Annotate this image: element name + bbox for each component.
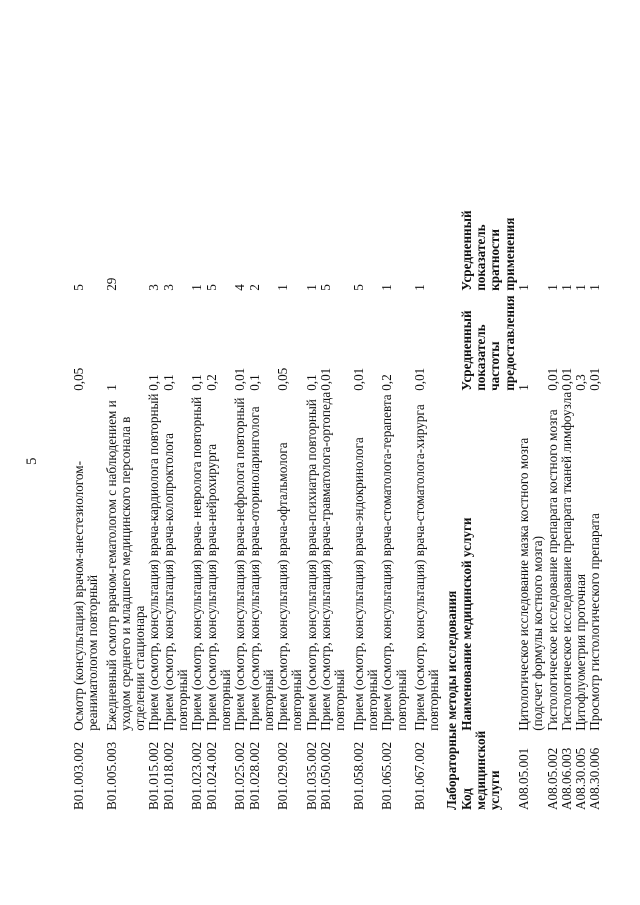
service-frequency: 0,01 [587, 367, 603, 391]
table-row [380, 210, 409, 810]
service-name: Прием (осмотр, консультация) врача-травматолога-ортопеда повторный [318, 391, 348, 731]
service-code: B01.003.002 [71, 741, 86, 810]
table-row [162, 210, 191, 810]
service-code: A08.30.006 [587, 747, 603, 810]
service-name: Гистологическое исследование препарата костного мозга [544, 409, 560, 731]
service-code: B01.058.002 [350, 741, 366, 810]
section-body [441, 210, 516, 810]
service-multiplicity: 3 [160, 284, 176, 291]
header-frequency: Усредненный показатель частоты предоставления [458, 295, 517, 391]
table-row [101, 210, 148, 810]
service-code: A08.05.002 [544, 747, 560, 810]
service-name: Прием (осмотр, консультация) врача-нейрохирурга повторный [203, 443, 233, 731]
service-name: Прием (осмотр, консультация) врача-стоматолога-хирурга повторный [411, 404, 442, 731]
service-frequency: 0,1 [189, 374, 205, 391]
service-name: Цитофлуометрия проточная [573, 573, 589, 731]
service-code: B01.035.002 [303, 741, 319, 810]
section-title-row [441, 210, 459, 810]
service-multiplicity: 5 [203, 284, 219, 291]
service-code: A08.06.003 [558, 747, 574, 810]
service-code: B01.029.002 [275, 741, 291, 810]
lab-header-row [460, 210, 517, 810]
service-name: Ежедневный осмотр врачом-гематологом с наблюдением и уходом среднего и младшего медицинского персонала в отделении стационара [103, 400, 148, 731]
table-row [147, 210, 161, 810]
page-number: 5 [24, 457, 40, 465]
service-code: A08.05.001 [515, 747, 531, 810]
service-multiplicity: 1 [573, 284, 589, 291]
table-row [574, 210, 588, 810]
service-frequency: 0,05 [275, 367, 291, 391]
service-code: B01.025.002 [232, 741, 248, 810]
service-frequency: 0,01 [232, 367, 248, 391]
service-code: B01.023.002 [189, 741, 205, 810]
service-code: B01.050.002 [318, 741, 334, 810]
service-frequency: 0,01 [558, 367, 574, 391]
table-row [233, 210, 247, 810]
table-row [248, 210, 277, 810]
service-code: B01.065.002 [379, 741, 395, 810]
table-row [205, 210, 234, 810]
table-row [305, 210, 319, 810]
table-row [588, 210, 602, 810]
table-row [409, 210, 442, 810]
service-name: Прием (осмотр, консультация) врача-колопроктолога повторный [160, 432, 191, 731]
service-multiplicity: 5 [350, 284, 366, 291]
service-multiplicity: 5 [318, 284, 334, 291]
service-code: A08.30.005 [573, 747, 589, 810]
service-frequency: 0,2 [203, 374, 219, 391]
service-multiplicity: 1 [189, 284, 205, 291]
service-code: B01.018.002 [160, 741, 176, 810]
service-name: Прием (осмотр, консультация) врача- невролога повторный [189, 396, 205, 731]
service-frequency: 0,01 [411, 367, 427, 391]
service-name: Прием (осмотр, консультация) врача-нефролога повторный [232, 397, 248, 731]
service-multiplicity: 1 [544, 284, 560, 291]
service-name: Прием (осмотр, консультация) врача-стоматолога-терапевта повторный [379, 394, 409, 731]
service-multiplicity: 3 [146, 284, 162, 291]
service-name: Прием (осмотр, консультация) врача-офтальмолога повторный [275, 442, 305, 731]
service-multiplicity: 1 [303, 284, 319, 291]
service-multiplicity: 4 [232, 284, 248, 291]
service-frequency: 0,1 [160, 374, 176, 391]
service-multiplicity: 1 [275, 284, 291, 291]
table-row [348, 210, 381, 810]
service-name: Прием (осмотр, консультация) врача-психиатра повторный [303, 399, 319, 731]
section-title: Лабораторные методы исследования [444, 590, 460, 810]
service-name: Цитологическое исследование мазка костного мозга (подсчет формулы костного мозга) [515, 437, 546, 731]
service-frequency: 0,01 [544, 367, 560, 391]
header-multiplicity: Усредненный показатель кратности применения [458, 210, 517, 291]
service-multiplicity: 5 [71, 284, 86, 291]
service-frequency: 0,3 [573, 374, 589, 391]
service-name: Прием (осмотр, консультация) врача-кардиолога повторный [146, 393, 162, 731]
table-row [190, 210, 204, 810]
service-multiplicity: 1 [411, 284, 427, 291]
service-multiplicity: 1 [587, 284, 603, 291]
service-frequency: 1 [515, 384, 531, 391]
service-code: B01.005.003 [103, 741, 119, 810]
service-code: B01.015.002 [146, 741, 162, 810]
service-frequency: 0,1 [246, 374, 262, 391]
services-table [72, 210, 603, 810]
service-code: B01.024.002 [203, 741, 219, 810]
service-frequency: 0,01 [350, 367, 366, 391]
service-name: Просмотр гистологического препарата [587, 513, 603, 731]
table-row [546, 210, 560, 810]
service-name: Прием (осмотр, консультация) врача-оториноларинголога повторный [246, 406, 276, 731]
top-services-body [72, 210, 441, 810]
service-name: Осмотр (консультация) врачом-анестезиологом-реаниматологом повторный [71, 461, 101, 731]
service-name: Гистологическое исследование препарата тканей лимфоузла [558, 391, 574, 731]
service-multiplicity: 2 [246, 284, 262, 291]
service-multiplicity: 29 [103, 277, 119, 291]
service-frequency: 0,01 [318, 367, 334, 391]
service-multiplicity: 1 [558, 284, 574, 291]
service-frequency: 0,1 [146, 374, 162, 391]
table-row [72, 210, 101, 810]
service-frequency: 1 [103, 384, 119, 391]
table-row [517, 210, 546, 810]
table-row [560, 210, 574, 810]
service-code: B01.028.002 [246, 741, 262, 810]
header-name: Наименование медицинской услуги [458, 517, 474, 731]
header-code: Код медицинской услуги [458, 730, 503, 810]
service-frequency: 0,1 [303, 374, 319, 391]
service-multiplicity: 1 [515, 284, 531, 291]
service-multiplicity: 1 [379, 284, 395, 291]
service-frequency: 0,2 [379, 374, 395, 391]
table-row [319, 210, 348, 810]
service-code: B01.067.002 [411, 741, 427, 810]
table-row [276, 210, 305, 810]
lab-services-body [517, 210, 603, 810]
service-name: Прием (осмотр, консультация) врача-эндокринолога повторный [350, 437, 380, 731]
service-frequency: 0,05 [71, 367, 86, 391]
